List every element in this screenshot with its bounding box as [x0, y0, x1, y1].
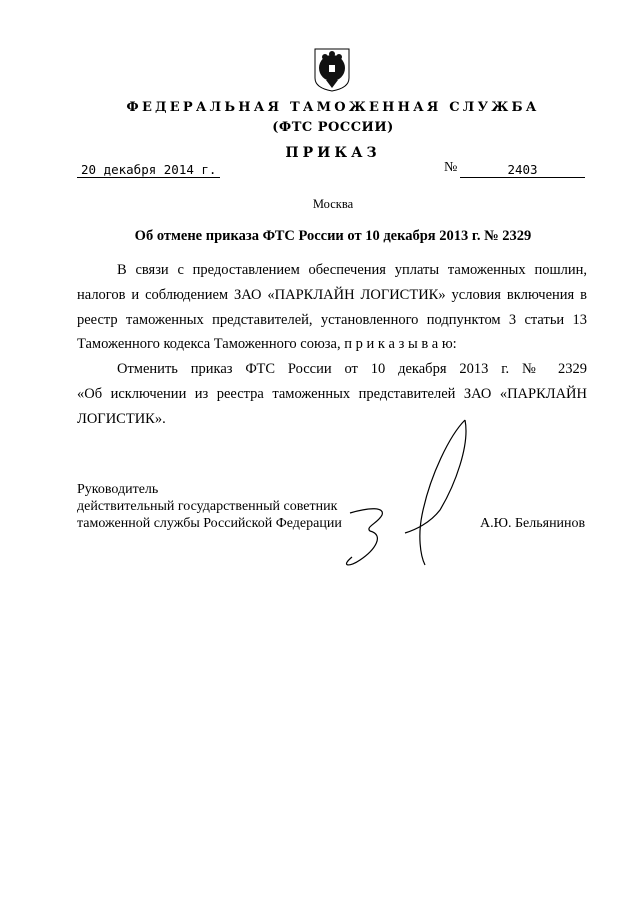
document-date — [77, 162, 220, 178]
document-type: ПРИКАЗ — [285, 145, 381, 161]
body-line: Таможенного кодекса Таможенного союза, п р и к а з ы в а ю: — [77, 336, 457, 352]
signatory-position: таможенной службы Российской Федерации — [77, 516, 342, 531]
body-line: Отменить приказ ФТС России от 10 декабря 2013 г. № 2329 — [117, 361, 587, 377]
number-label: № — [444, 160, 458, 175]
handwritten-signature — [330, 415, 490, 585]
signatory-position: Руководитель — [77, 482, 159, 497]
body-line: налогов и соблюдением ЗАО «ПАРКЛАЙН ЛОГИСТИК» условия включения в — [77, 287, 587, 303]
document-title: Об отмене приказа ФТС России от 10 декабря 2013 г. № 2329 — [134, 228, 532, 244]
emblem-icon — [314, 48, 350, 92]
body-line: реестр таможенных представителей, установленного подпунктом 3 статьи 13 — [77, 312, 587, 328]
signatory-name: А.Ю. Бельянинов — [480, 516, 586, 531]
signatory-position: действительный государственный советник — [77, 499, 338, 514]
body-line: «Об исключении из реестра таможенных представителей ЗАО «ПАРКЛАЙН — [77, 386, 587, 402]
agency-short-name: (ФТС РОССИИ) — [272, 120, 394, 135]
date-value: 20 декабря 2014 г. — [81, 162, 217, 177]
body-line: ЛОГИСТИК». — [77, 411, 166, 427]
agency-name: ФЕДЕРАЛЬНАЯ ТАМОЖЕННАЯ СЛУЖБА — [126, 100, 540, 115]
city: Москва — [312, 197, 354, 211]
number-value: 2403 — [507, 162, 538, 177]
document-number — [460, 162, 585, 178]
body-line: В связи с предоставлением обеспечения уплаты таможенных пошлин, — [117, 262, 587, 278]
